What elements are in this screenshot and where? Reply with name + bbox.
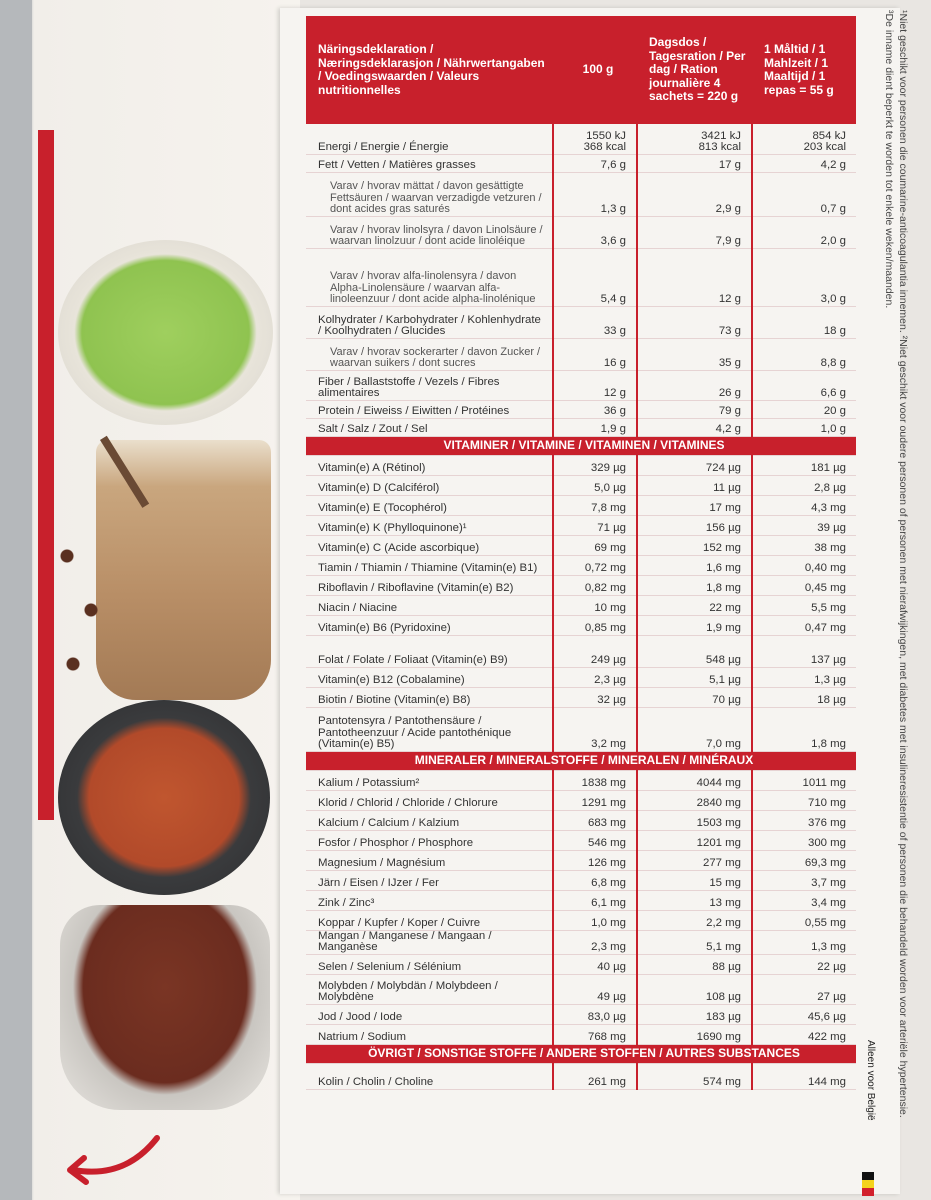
nutrient-value: 724 µg (637, 455, 752, 475)
nutrient-label: Folat / Folate / Foliaat (Vitamin(e) B9) (306, 635, 553, 667)
flag-stripe-black (862, 1172, 874, 1180)
nutrient-value: 152 mg (637, 535, 752, 555)
table-row (306, 770, 856, 790)
nutrient-value: 0,55 mg (752, 910, 856, 930)
nutrient-label: Varav / hvorav sockerarter / davon Zucker / waarvan suikers / dont sucres (306, 338, 553, 370)
nutrient-value: 1011 mg (752, 770, 856, 790)
nutrient-value: 546 mg (553, 830, 637, 850)
nutrient-value: 70 µg (637, 687, 752, 707)
nutrient-value: 156 µg (637, 515, 752, 535)
nutrient-value: 4,2 g (752, 154, 856, 172)
table-row (306, 455, 856, 475)
nutrient-value: 183 µg (637, 1004, 752, 1024)
table-body (306, 124, 856, 1089)
nutrient-value: 2,3 µg (553, 667, 637, 687)
table-row (306, 555, 856, 575)
table-row (306, 870, 856, 890)
table-row (306, 338, 856, 370)
table-row (306, 910, 856, 930)
nutrient-value: 18 µg (752, 687, 856, 707)
nutrient-value: 26 g (637, 370, 752, 400)
nutrient-value: 2,2 mg (637, 910, 752, 930)
nutrient-label: Kalcium / Calcium / Kalzium (306, 810, 553, 830)
nutrient-value: 35 g (637, 338, 752, 370)
nutrient-value: 261 mg (553, 1063, 637, 1089)
nutrient-value: 548 µg (637, 635, 752, 667)
nutrient-value: 3421 kJ 813 kcal (637, 124, 752, 154)
nutrient-label: Kolin / Cholin / Choline (306, 1063, 553, 1089)
table-row (306, 535, 856, 555)
nutrient-value: 0,82 mg (553, 575, 637, 595)
nutrient-value: 181 µg (752, 455, 856, 475)
nutrient-label: Fosfor / Phosphor / Phosphore (306, 830, 553, 850)
pasta-plate-image (58, 700, 270, 895)
table-row (306, 667, 856, 687)
nutrient-value: 0,47 mg (752, 615, 856, 635)
table-row (306, 575, 856, 595)
nutrient-value: 1,3 mg (752, 930, 856, 954)
nutrient-label: Vitamin(e) B12 (Cobalamine) (306, 667, 553, 687)
nutrient-value: 1,0 g (752, 418, 856, 436)
nutrient-value: 108 µg (637, 974, 752, 1004)
nutrient-value: 137 µg (752, 635, 856, 667)
nutrient-value: 768 mg (553, 1024, 637, 1044)
nutrient-value: 5,1 µg (637, 667, 752, 687)
nutrient-value: 2,9 g (637, 172, 752, 216)
table-row (306, 154, 856, 172)
nutrient-value: 5,0 µg (553, 475, 637, 495)
belgium-note (858, 1040, 880, 1190)
table-row (306, 790, 856, 810)
table-row (306, 216, 856, 248)
nutrient-value: 33 g (553, 306, 637, 338)
nutrient-value: 1,3 g (553, 172, 637, 216)
table-row (306, 615, 856, 635)
nutrient-value: 8,8 g (752, 338, 856, 370)
section-header (306, 751, 856, 770)
nutrient-value: 3,7 mg (752, 870, 856, 890)
nutrient-value: 1,9 mg (637, 615, 752, 635)
nutrient-value: 17 mg (637, 495, 752, 515)
nutrient-value: 13 mg (637, 890, 752, 910)
red-accent-strip (38, 130, 54, 820)
nutrient-value: 329 µg (553, 455, 637, 475)
nutrient-value: 69 mg (553, 535, 637, 555)
nutrient-label: Riboflavin / Riboflavine (Vitamin(e) B2) (306, 575, 553, 595)
nutrient-label: Vitamin(e) B6 (Pyridoxine) (306, 615, 553, 635)
nutrient-label: Tiamin / Thiamin / Thiamine (Vitamin(e) B1) (306, 555, 553, 575)
header-per-meal: 1 Måltid / 1 Mahlzeit / 1 Maaltijd / 1 repas = 55 g (752, 16, 856, 124)
nutrient-value: 36 g (553, 400, 637, 418)
nutrient-value: 1201 mg (637, 830, 752, 850)
nutrient-value: 1,8 mg (752, 707, 856, 751)
green-soup-bowl-image (58, 240, 273, 425)
nutrient-label: Kalium / Potassium² (306, 770, 553, 790)
nutrient-label: Salt / Salz / Zout / Sel (306, 418, 553, 436)
table-row (306, 635, 856, 667)
curved-arrow-icon (62, 1130, 162, 1190)
nutrient-value: 2,0 g (752, 216, 856, 248)
nutrition-table (306, 16, 856, 1090)
table-row (306, 830, 856, 850)
nutrient-value: 3,4 mg (752, 890, 856, 910)
nutrient-value: 1,3 µg (752, 667, 856, 687)
nutrient-label: Protein / Eiweiss / Eiwitten / Protéines (306, 400, 553, 418)
nutrient-value: 32 µg (553, 687, 637, 707)
nutrient-value: 0,7 g (752, 172, 856, 216)
footnotes-vertical (880, 10, 920, 1130)
table-row (306, 400, 856, 418)
table-row (306, 475, 856, 495)
nutrient-value: 1503 mg (637, 810, 752, 830)
nutrient-value: 1,9 g (553, 418, 637, 436)
nutrient-value: 6,6 g (752, 370, 856, 400)
nutrient-label: Mangan / Manganese / Mangaan / Manganèse (306, 930, 553, 954)
nutrient-value: 12 g (553, 370, 637, 400)
nutrient-value: 1550 kJ 368 kcal (553, 124, 637, 154)
table-row (306, 1024, 856, 1044)
table-row (306, 954, 856, 974)
nutrient-value: 10 mg (553, 595, 637, 615)
nutrient-value: 45,6 µg (752, 1004, 856, 1024)
nutrient-value: 4044 mg (637, 770, 752, 790)
section-title: ÖVRIGT / SONSTIGE STOFFE / ANDERE STOFFEN / AUTRES SUBSTANCES (306, 1044, 856, 1063)
table-row (306, 1004, 856, 1024)
table-row (306, 890, 856, 910)
table-row (306, 172, 856, 216)
nutrient-value: 12 g (637, 248, 752, 306)
table-row (306, 306, 856, 338)
nutrient-value: 1,0 mg (553, 910, 637, 930)
section-title: VITAMINER / VITAMINE / VITAMINEN / VITAMINES (306, 436, 856, 455)
nutrient-value: 574 mg (637, 1063, 752, 1089)
nutrient-label: Vitamin(e) D (Calciférol) (306, 475, 553, 495)
nutrient-label: Fett / Vetten / Matières grasses (306, 154, 553, 172)
table-row (306, 810, 856, 830)
flag-stripe-red (862, 1188, 874, 1196)
nutrient-value: 2840 mg (637, 790, 752, 810)
nutrient-label: Magnesium / Magnésium (306, 850, 553, 870)
nutrient-value: 6,8 mg (553, 870, 637, 890)
nutrient-value: 3,6 g (553, 216, 637, 248)
nutrient-value: 73 g (637, 306, 752, 338)
nutrient-label: Energi / Energie / Énergie (306, 124, 553, 154)
belgium-only-label: Alleen voor België (865, 1040, 876, 1121)
table-row (306, 930, 856, 954)
nutrient-value: 0,85 mg (553, 615, 637, 635)
nutrient-label: Kolhydrater / Karbohydrater / Kohlenhydrate / Koolhydraten / Glucides (306, 306, 553, 338)
nutrient-value: 5,1 mg (637, 930, 752, 954)
table-row (306, 248, 856, 306)
coffee-beans-image (55, 520, 115, 700)
nutrient-value: 22 µg (752, 954, 856, 974)
nutrient-value: 20 g (752, 400, 856, 418)
nutrient-value: 15 mg (637, 870, 752, 890)
section-header (306, 1044, 856, 1063)
nutrient-value: 144 mg (752, 1063, 856, 1089)
nutrient-value: 71 µg (553, 515, 637, 535)
nutrient-value: 683 mg (553, 810, 637, 830)
header-per-100g: 100 g (553, 16, 637, 124)
nutrient-value: 3,0 g (752, 248, 856, 306)
table-row (306, 850, 856, 870)
nutrient-label: Vitamin(e) K (Phylloquinone)¹ (306, 515, 553, 535)
table-row (306, 418, 856, 436)
table-row (306, 707, 856, 751)
nutrient-value: 2,8 µg (752, 475, 856, 495)
nutrient-label: Järn / Eisen / IJzer / Fer (306, 870, 553, 890)
nutrient-value: 7,8 mg (553, 495, 637, 515)
header-nutrient: Näringsdeklaration / Næringsdeklarasjon / Nährwertangaben / Voedingswaarden / Valeurs nutritionnelles (306, 16, 553, 124)
nutrient-value: 854 kJ 203 kcal (752, 124, 856, 154)
table-row (306, 595, 856, 615)
section-title: MINERALER / MINERALSTOFFE / MINERALEN / MINÉRAUX (306, 751, 856, 770)
nutrient-value: 4,3 mg (752, 495, 856, 515)
nutrient-label: Fiber / Ballaststoffe / Vezels / Fibres alimentaires (306, 370, 553, 400)
section-header (306, 436, 856, 455)
nutrient-value: 40 µg (553, 954, 637, 974)
nutrient-value: 2,3 mg (553, 930, 637, 954)
nutrient-value: 18 g (752, 306, 856, 338)
nutrient-label: Molybden / Molybdän / Molybdeen / Molybdène (306, 974, 553, 1004)
nutrient-value: 6,1 mg (553, 890, 637, 910)
nutrient-value: 79 g (637, 400, 752, 418)
nutrient-value: 277 mg (637, 850, 752, 870)
nutrient-label: Vitamin(e) A (Rétinol) (306, 455, 553, 475)
nutrient-value: 5,5 mg (752, 595, 856, 615)
chocolate-pudding-image (60, 905, 270, 1110)
nutrient-value: 7,9 g (637, 216, 752, 248)
table-header-row (306, 16, 856, 124)
nutrient-value: 11 µg (637, 475, 752, 495)
table-row (306, 1063, 856, 1089)
nutrient-label: Vitamin(e) E (Tocophérol) (306, 495, 553, 515)
nutrient-label: Biotin / Biotine (Vitamin(e) B8) (306, 687, 553, 707)
table-row (306, 370, 856, 400)
nutrient-label: Varav / hvorav linolsyra / davon Linolsäure / waarvan linolzuur / dont acide linoléique (306, 216, 553, 248)
nutrient-value: 83,0 µg (553, 1004, 637, 1024)
nutrient-label: Zink / Zinc³ (306, 890, 553, 910)
flag-stripe-yellow (862, 1180, 874, 1188)
table-row (306, 515, 856, 535)
nutrient-value: 69,3 mg (752, 850, 856, 870)
nutrient-label: Natrium / Sodium (306, 1024, 553, 1044)
nutrient-label: Varav / hvorav mättat / davon gesättigte Fettsäuren / waarvan verzadigde vetzuren / dont acides gras saturés (306, 172, 553, 216)
nutrient-value: 1291 mg (553, 790, 637, 810)
nutrient-value: 7,0 mg (637, 707, 752, 751)
table-row (306, 687, 856, 707)
shake-glass-image (96, 440, 271, 700)
nutrient-value: 3,2 mg (553, 707, 637, 751)
nutrient-value: 39 µg (752, 515, 856, 535)
nutrient-value: 710 mg (752, 790, 856, 810)
header-daily-dose: Dagsdos / Tagesration / Per dag / Ration journalière 4 sachets = 220 g (637, 16, 752, 124)
nutrient-label: Selen / Selenium / Sélénium (306, 954, 553, 974)
nutrient-value: 88 µg (637, 954, 752, 974)
nutrient-value: 0,45 mg (752, 575, 856, 595)
nutrient-value: 1690 mg (637, 1024, 752, 1044)
nutrient-value: 300 mg (752, 830, 856, 850)
footnote-text: ¹Niet geschikt voor personen die coumarine-anticoagulantia innemen. ²Niet geschikt voor oudere personen of personen met nierafwijkingen, met diabetes met insulineresistentie of personen die behandeld worden voor arteriële hypertensie. ³De inname dient beperkt te worden tot enkele weken/maanden. (883, 10, 909, 1121)
nutrient-value: 27 µg (752, 974, 856, 1004)
nutrient-label: Jod / Jood / Iode (306, 1004, 553, 1024)
nutrient-value: 126 mg (553, 850, 637, 870)
nutrient-value: 5,4 g (553, 248, 637, 306)
nutrient-value: 49 µg (553, 974, 637, 1004)
nutrient-value: 0,72 mg (553, 555, 637, 575)
nutrient-value: 38 mg (752, 535, 856, 555)
nutrient-value: 376 mg (752, 810, 856, 830)
nutrient-value: 249 µg (553, 635, 637, 667)
nutrient-value: 0,40 mg (752, 555, 856, 575)
nutrient-value: 1,6 mg (637, 555, 752, 575)
nutrient-label: Koppar / Kupfer / Koper / Cuivre (306, 910, 553, 930)
table-row (306, 495, 856, 515)
nutrient-label: Varav / hvorav alfa-linolensyra / davon Alpha-Linolensäure / waarvan alfa-linoleenzuur / dont acide alpha-linolénique (306, 248, 553, 306)
table-row (306, 124, 856, 154)
nutrient-value: 1,8 mg (637, 575, 752, 595)
background-edge (0, 0, 32, 1200)
nutrient-label: Klorid / Chlorid / Chloride / Chlorure (306, 790, 553, 810)
nutrient-value: 1838 mg (553, 770, 637, 790)
nutrient-value: 16 g (553, 338, 637, 370)
nutrient-value: 422 mg (752, 1024, 856, 1044)
nutrient-value: 22 mg (637, 595, 752, 615)
table-row (306, 974, 856, 1004)
nutrient-value: 4,2 g (637, 418, 752, 436)
nutrient-value: 7,6 g (553, 154, 637, 172)
nutrient-label: Vitamin(e) C (Acide ascorbique) (306, 535, 553, 555)
nutrient-value: 17 g (637, 154, 752, 172)
nutrient-label: Pantotensyra / Pantothensäure / Pantotheenzuur / Acide pantothénique (Vitamin(e) B5) (306, 707, 553, 751)
nutrient-label: Niacin / Niacine (306, 595, 553, 615)
